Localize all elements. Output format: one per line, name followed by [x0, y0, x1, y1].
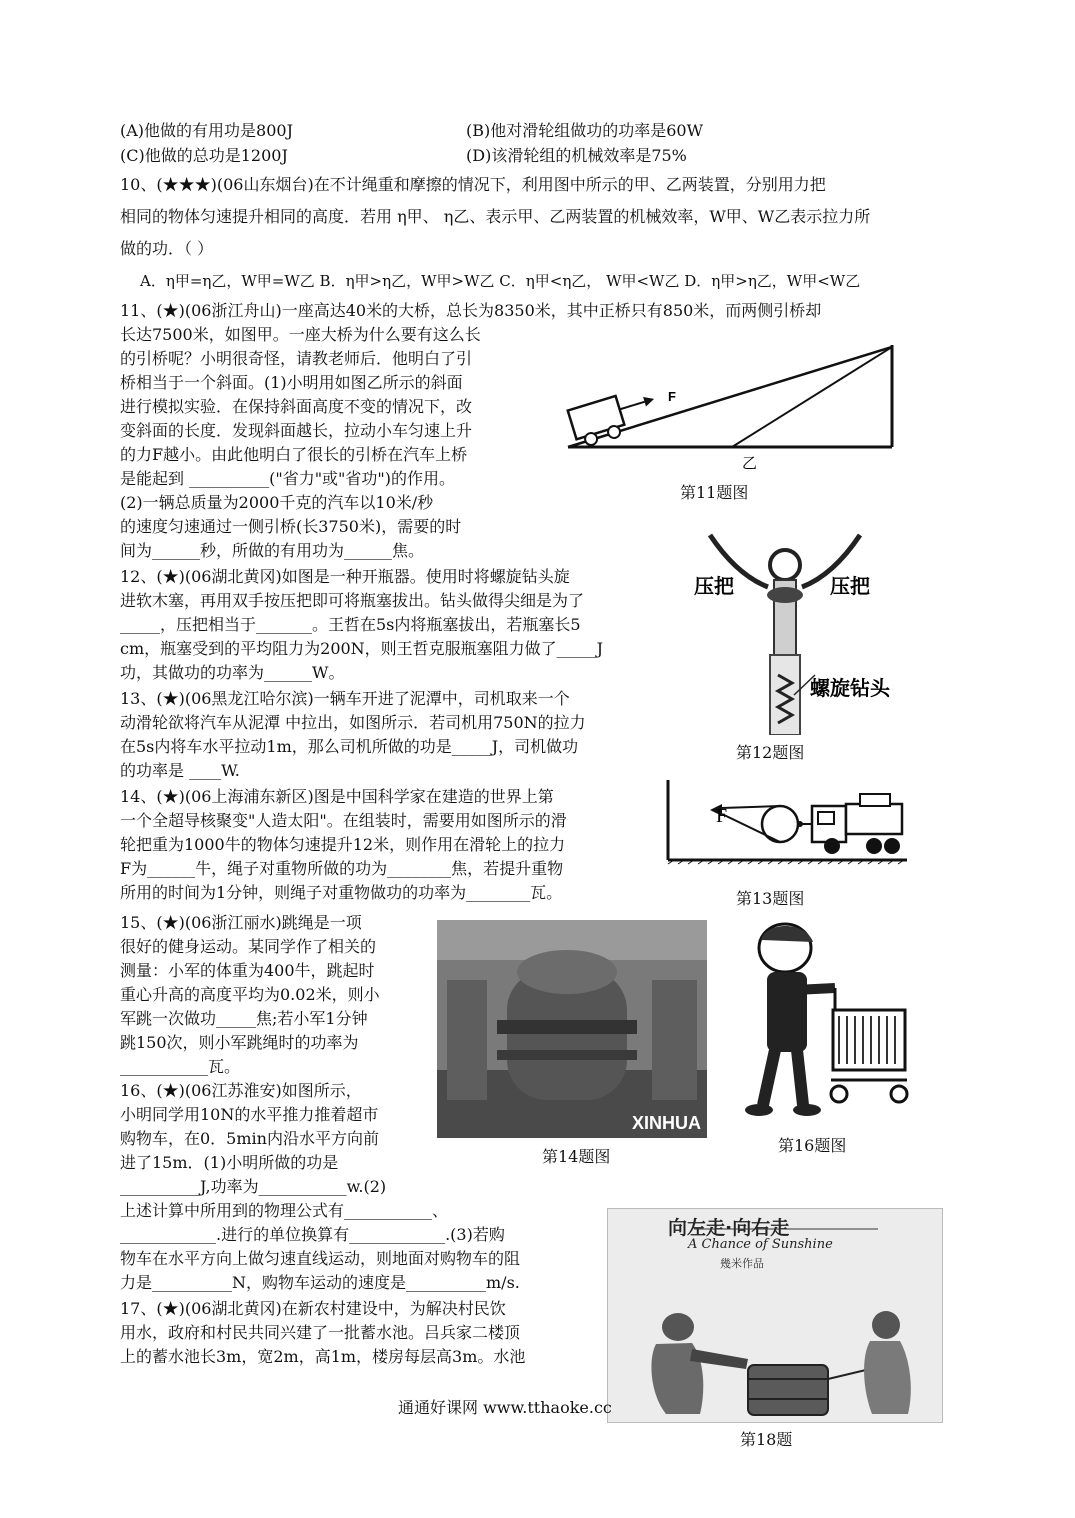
- q15-text-line: 跳150次，则小军跳绳时的功率为: [120, 1033, 359, 1052]
- q17-text-line: 用水，政府和村民共同兴建了一批蓄水池。吕兵家二楼顶: [120, 1323, 521, 1342]
- q11-text-line: 变斜面的长度．发现斜面越长，拉动小车匀速上升: [120, 421, 473, 440]
- q15-text-line: 测量：小军的体重为400牛，跳起时: [120, 961, 375, 980]
- q13-text-line: 的功率是 ____W.: [120, 761, 240, 780]
- q14-text-line: 轮把重为1000牛的物体匀速提升12米，则作用在滑轮上的拉力: [120, 835, 566, 854]
- q10-line2: 相同的物体匀速提升相同的高度．若用 η甲、 η乙、表示甲、乙两装置的机械效率，W甲、W乙表示拉力所: [120, 207, 871, 226]
- truck-pulley-figure: [662, 778, 912, 873]
- q16-text-line: ____________.进行的单位换算有____________.(3)若购: [120, 1225, 505, 1244]
- poster-author: 幾米作品: [720, 1257, 764, 1270]
- q11-text-line: 是能起到 __________("省力"或"省功")的作用。: [120, 469, 456, 488]
- force-label: F: [716, 805, 728, 827]
- drill-label: 螺旋钻头: [810, 676, 890, 700]
- poster-image: [607, 1208, 943, 1423]
- figure-18-caption: 第18题: [740, 1430, 793, 1449]
- q11-text-line: (2)一辆总质量为2000千克的汽车以10米/秒: [120, 493, 434, 512]
- q16-text-line: 力是__________N，购物车运动的速度是__________m/s.: [120, 1273, 520, 1292]
- q13-text-line: 动滑轮欲将汽车从泥潭 中拉出，如图所示．若司机用750N的拉力: [120, 713, 586, 732]
- q14-text-line: 一个全超导核聚变"人造太阳"。在组装时，需要用如图所示的滑: [120, 811, 567, 830]
- force-label: F: [668, 389, 676, 404]
- q17-text-line: 17、(★)(06湖北黄冈)在新农村建设中，为解决村民饮: [120, 1299, 506, 1318]
- q15-text-line: 很好的健身运动。某同学作了相关的: [120, 937, 377, 956]
- q16-text-line: 16、(★)(06江苏淮安)如图所示，: [120, 1081, 362, 1100]
- shopping-cart-figure: [735, 920, 915, 1125]
- q11-text-line: 的力F越小。由此他明白了很长的引桥在汽车上桥: [120, 445, 468, 464]
- q11-text-line: 的引桥呢？小明很奇怪，请教老师后．他明白了引: [120, 349, 473, 368]
- q10-line1: 10、(★★★)(06山东烟台)在不计绳重和摩擦的情况下，利用图中所示的甲、乙两装置，分别用力把: [120, 175, 826, 194]
- q16-text-line: 购物车，在0．5min内沿水平方向前: [120, 1129, 379, 1148]
- q12-text-line: cm，瓶塞受到的平均阻力为200N，则王哲克服瓶塞阻力做了_____J: [120, 639, 604, 658]
- q9-option-d: (D)该滑轮组的机械效率是75%: [466, 146, 687, 165]
- q11-text-line: 进行模拟实验．在保持斜面高度不变的情况下，改: [120, 397, 473, 416]
- q16-text-line: __________J,功率为___________w.(2): [120, 1177, 387, 1196]
- q15-text-line: 15、(★)(06浙江丽水)跳绳是一项: [120, 913, 362, 932]
- q12-text-line: 进软木塞，再用双手按压把即可将瓶塞拔出。钻头做得尖细是为了: [120, 591, 585, 610]
- incline-figure: [562, 335, 922, 475]
- figure-label-yi: 乙: [742, 454, 758, 472]
- fusion-reactor-photo: [437, 920, 707, 1138]
- q9-option-a: (A)他做的有用功是800J: [120, 121, 293, 140]
- q11-text-line: 桥相当于一个斜面。(1)小明用如图乙所示的斜面: [120, 373, 463, 392]
- q15-text-line: 军跳一次做功_____焦;若小军1分钟: [120, 1009, 368, 1028]
- q10-options: A．η甲=η乙，W甲=W乙 B．η甲>η乙，W甲>W乙 C．η甲<η乙， W甲<W乙 D．η甲>η乙，W甲<W乙: [140, 272, 861, 290]
- q16-text-line: 小明同学用10N的水平推力推着超市: [120, 1105, 379, 1124]
- q15-text-line: ___________瓦。: [120, 1057, 241, 1076]
- photo-watermark: XINHUA: [631, 1113, 701, 1133]
- q15-text-line: 重心升高的高度平均为0.02米，则小: [120, 985, 380, 1004]
- handle-label-left: 压把: [694, 574, 734, 598]
- q16-text-line: 上述计算中所用到的物理公式有___________、: [120, 1201, 449, 1220]
- q9-option-c: (C)他做的总功是1200J: [120, 146, 288, 165]
- q12-text-line: 12、(★)(06湖北黄冈)如图是一种开瓶器。使用时将螺旋钻头旋: [120, 567, 570, 586]
- q9-option-b: (B)他对滑轮组做功的功率是60W: [466, 121, 704, 140]
- q13-text-line: 13、(★)(06黑龙江哈尔滨)一辆车开进了泥潭中，司机取来一个: [120, 689, 570, 708]
- q14-text-line: F为______牛，绳子对重物所做的功为________焦，若提升重物: [120, 859, 564, 878]
- q11-text-line: 长达7500米，如图甲。一座大桥为什么要有这么长: [120, 325, 481, 344]
- q11-line1: 11、(★)(06浙江舟山)一座高达40米的大桥，总长为8350米，其中正桥只有850米，而两侧引桥却: [120, 301, 822, 320]
- q14-text-line: 所用的时间为1分钟，则绳子对重物做功的功率为________瓦。: [120, 883, 563, 902]
- q12-text-line: _____，压把相当于_______。王哲在5s内将瓶塞拔出，若瓶塞长5: [120, 615, 581, 634]
- figure-12-caption: 第12题图: [736, 743, 805, 762]
- q12-text-line: 功，其做功的功率为______W。: [120, 663, 345, 682]
- handle-label-right: 压把: [830, 574, 870, 598]
- poster-title: 向左走·向右走: [668, 1217, 790, 1239]
- q13-text-line: 在5s内将车水平拉动1m，那么司机所做的功是_____J，司机做功: [120, 737, 579, 756]
- q11-text-line: 的速度匀速通过一侧引桥(长3750米)，需要的时: [120, 517, 462, 536]
- figure-16-caption: 第16题图: [778, 1136, 847, 1155]
- q10-line3: 做的功．（ ）: [120, 239, 214, 258]
- figure-11-caption: 第11题图: [680, 483, 749, 502]
- footer-text: 通通好课网 www.tthaoke.cc: [398, 1398, 612, 1417]
- bottle-opener-figure: [690, 525, 900, 735]
- q14-text-line: 14、(★)(06上海浦东新区)图是中国科学家在建造的世界上第: [120, 787, 554, 806]
- q16-text-line: 物车在水平方向上做匀速直线运动，则地面对购物车的阻: [120, 1249, 521, 1268]
- figure-14-caption: 第14题图: [542, 1147, 611, 1166]
- q16-text-line: 进了15m．(1)小明所做的功是: [120, 1153, 339, 1172]
- q17-text-line: 上的蓄水池长3m，宽2m，高1m，楼房每层高3m。水池: [120, 1347, 526, 1366]
- figure-13-caption: 第13题图: [736, 889, 805, 908]
- poster-subtitle: A Chance of Sunshine: [688, 1237, 833, 1252]
- q11-text-line: 间为______秒，所做的有用功为______焦。: [120, 541, 425, 560]
